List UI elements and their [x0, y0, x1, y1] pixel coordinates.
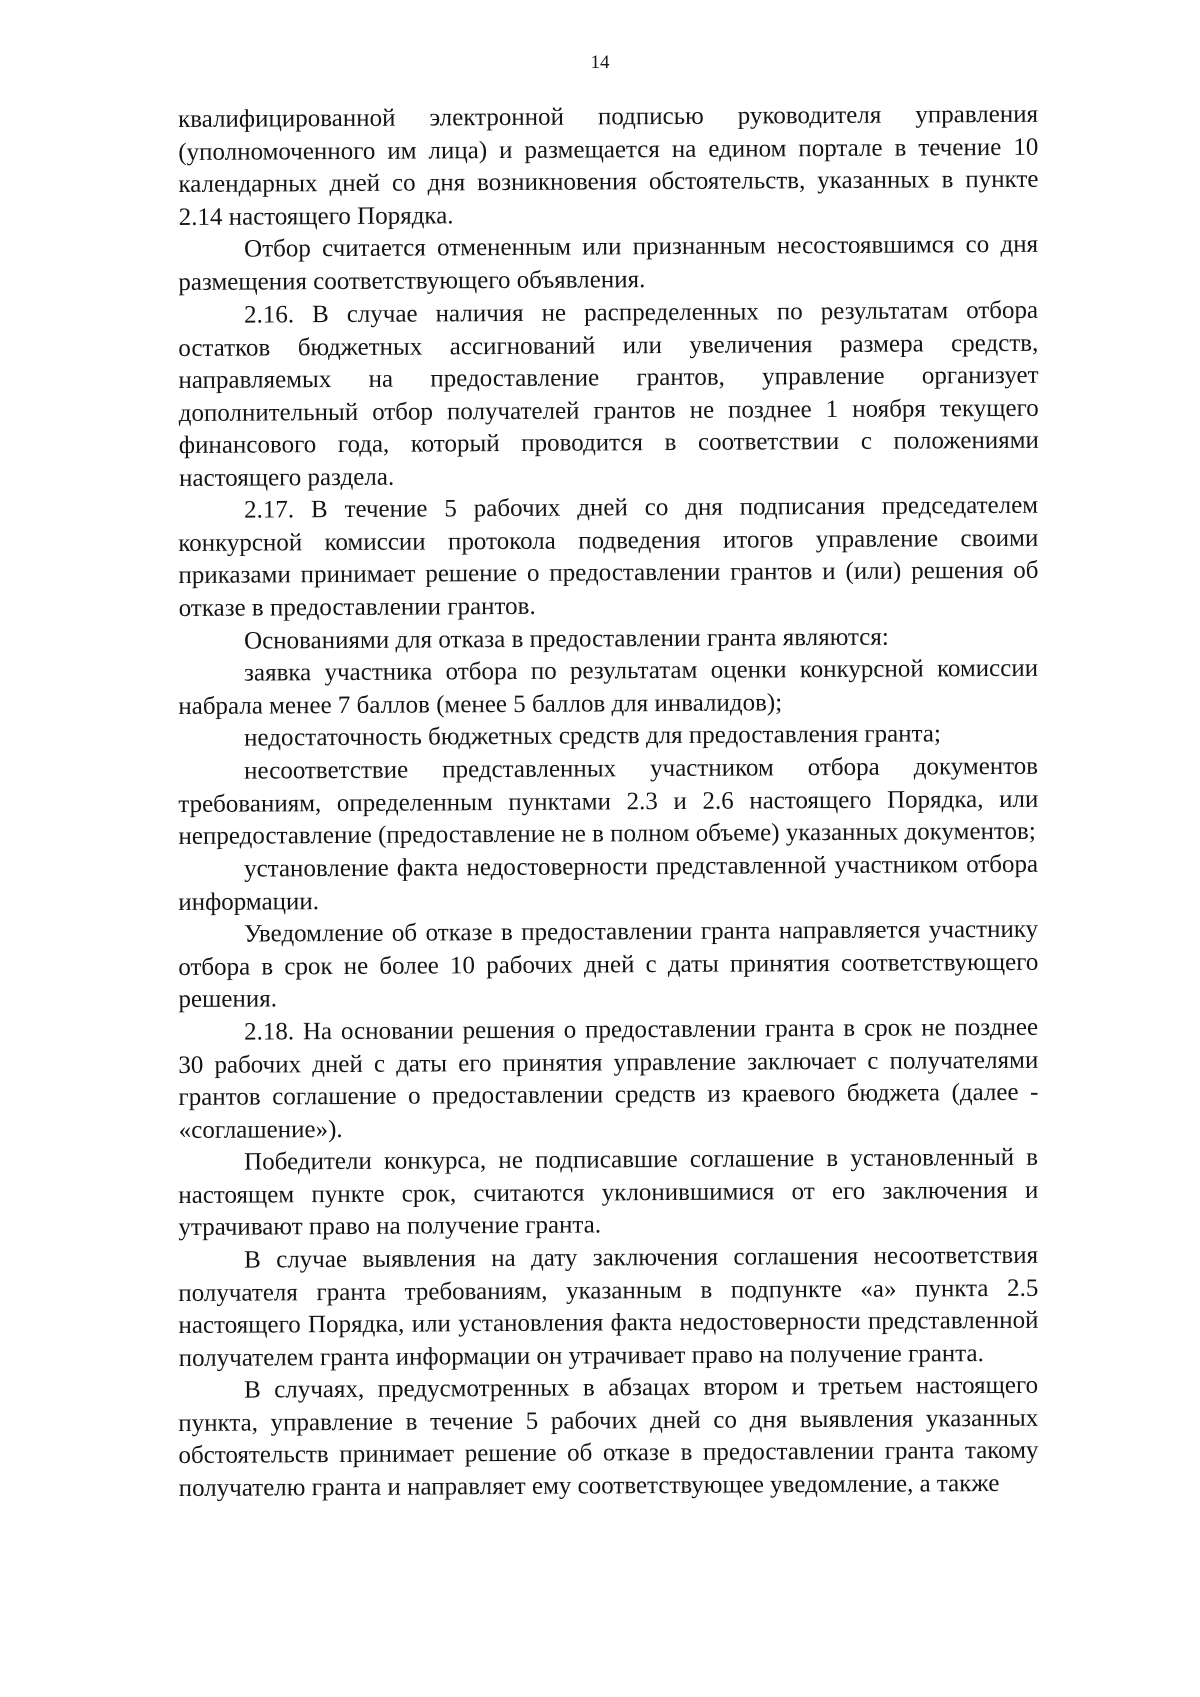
paragraph-nonconformity: В случае выявления на дату заключения соглашения несоответствия получателя гранта требованиям, указанным в подпункте «а» пункта 2.5 настоящего Порядка, или установления факта недостоверности представленной получателем гранта информации он утрачивает право на получение гранта. [178, 1241, 1039, 1372]
paragraph-ground-low-score: заявка участника отбора по результатам оценки конкурсной комиссии набрала менее 7 баллов (менее 5 баллов для инвалидов); [178, 654, 1039, 720]
paragraph-2-18: 2.18. На основании решения о предоставлении гранта в срок не позднее 30 рабочих дней с даты его принятия управление заключает с получателями грантов соглашение о предоставлении средств из краевого бюджета (далее - «соглашение»). [178, 1013, 1039, 1144]
paragraph-2-17: 2.17. В течение 5 рабочих дней со дня подписания председателем конкурсной комиссии протокола подведения итогов управление своими приказами принимает решение о предоставлении грантов и (или) решения об отказе в предоставлении грантов. [178, 491, 1039, 622]
paragraph-refusal-grounds: Основаниями для отказа в предоставлении гранта являются: [244, 623, 889, 655]
paragraph-winners-not-signed: Победители конкурса, не подписавшие соглашение в установленный в настоящем пункте срок, считаются уклонившимися от его заключения и утрачивают право на получение гранта. [178, 1143, 1039, 1242]
document-body [178, 100, 1039, 1506]
paragraph-ground-false-information: установление факта недостоверности представленной участником отбора информации. [178, 850, 1039, 916]
paragraph-continuation: квалифицированной электронной подписью руководителя управления (уполномоченного им лица) и размещается на едином портале в течение 10 календарных дней со дня возникновения обстоятельств, указанных в пункте 2.14 настоящего Порядка. [178, 100, 1039, 231]
paragraph-ground-insufficient-funds: недостаточность бюджетных средств для предоставления гранта; [244, 720, 941, 752]
paragraph-ground-documents-mismatch: несоответствие представленных участником отбора документов требованиям, определенным пунктами 2.3 и 2.6 настоящего Порядка, или непредоставление (предоставление не в полном объеме) указанных документов; [178, 752, 1039, 851]
page-number: 14 [590, 52, 610, 73]
paragraph-2-16: 2.16. В случае наличия не распределенных по результатам отбора остатков бюджетных ассигнований или увеличения размера средств, направляемых на предоставление грантов, управление организует дополнительный отбор получателей грантов не позднее 1 ноября текущего финансового года, который проводится в соответствии с положениями настоящего раздела. [178, 296, 1039, 492]
paragraph-cases-refusal: В случаях, предусмотренных в абзацах втором и третьем настоящего пункта, управление в течение 5 рабочих дней со дня выявления указанных обстоятельств принимает решение об отказе в предоставлении гранта такому получателю гранта и направляет ему соответствующее уведомление, а также [178, 1371, 1039, 1502]
paragraph-refusal-notice: Уведомление об отказе в предоставлении гранта направляется участнику отбора в срок не более 10 рабочих дней с даты принятия соответствующего решения. [178, 915, 1039, 1014]
paragraph-selection-cancelled: Отбор считается отмененным или признанным несостоявшимся со дня размещения соответствующего объявления. [178, 231, 1039, 296]
